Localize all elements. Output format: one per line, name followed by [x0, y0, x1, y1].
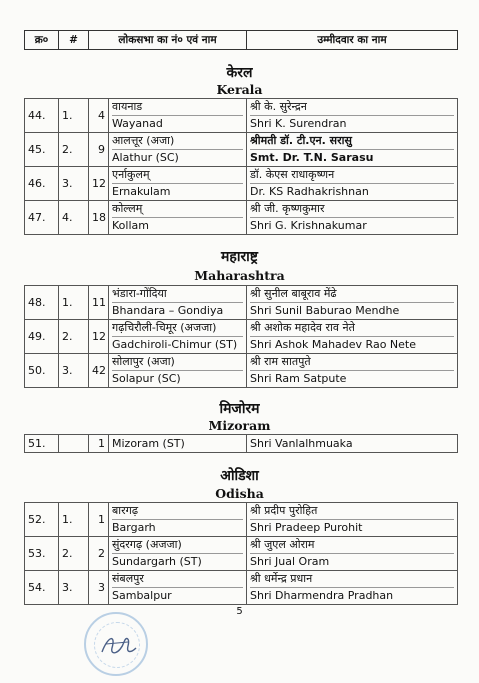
odisha-table	[24, 502, 458, 605]
serial-cell: 53.	[25, 537, 59, 571]
serial-cell: 51.	[25, 435, 59, 453]
english-text: Solapur (SC)	[112, 372, 181, 385]
english-text: Shri Ashok Mahadev Rao Nete	[250, 338, 416, 351]
state-title-english: Maharashtra	[194, 268, 285, 283]
table-row	[25, 537, 458, 571]
header-candidate: उम्मीदवार का नाम	[317, 34, 387, 46]
constituency-number-cell: 1	[89, 503, 109, 537]
english-text: Dr. KS Radhakrishnan	[250, 185, 369, 198]
constituency-number-cell: 18	[89, 201, 109, 235]
hindi-text: एर्नाकुलम्	[112, 167, 243, 184]
state-serial-cell: 3.	[59, 167, 89, 201]
constituency-name-cell	[109, 201, 247, 235]
page-number: 5	[236, 606, 243, 617]
english-text: Alathur (SC)	[112, 151, 179, 164]
serial-cell: 47.	[25, 201, 59, 235]
constituency-number-cell: 3	[89, 571, 109, 605]
table-header	[24, 30, 458, 50]
state-title-hindi: महाराष्ट्र	[221, 249, 258, 265]
header-serial: क्र०	[25, 31, 59, 49]
english-text: Shri Pradeep Purohit	[250, 521, 363, 534]
hindi-text: भंडारा-गोंदिया	[112, 286, 243, 303]
hindi-text: श्री जुएल ओराम	[250, 537, 454, 554]
header-constituency: लोकसभा का नं० एवं नाम	[89, 31, 247, 49]
constituency-number-cell: 12	[89, 320, 109, 354]
serial-cell: 54.	[25, 571, 59, 605]
state-title-english: Kerala	[216, 82, 263, 97]
hindi-text: श्रीमती डॉ. टी.एन. सरासु	[250, 133, 454, 150]
english-text: Kollam	[112, 219, 149, 232]
serial-cell: 49.	[25, 320, 59, 354]
candidate-name-cell	[247, 537, 458, 571]
hindi-text: श्री सुनील बाबूराव मेंढे	[250, 286, 454, 303]
hindi-text: श्री अशोक महादेव राव नेते	[250, 320, 454, 337]
table-row	[25, 320, 458, 354]
candidate-name-cell	[247, 571, 458, 605]
state-title-hindi: ओडिशा	[220, 468, 259, 484]
candidate-name-cell: Shri Vanlalhmuaka	[247, 435, 458, 453]
hindi-text: श्री राम सातपुते	[250, 354, 454, 371]
table-row	[25, 133, 458, 167]
english-text: Sambalpur	[112, 589, 172, 602]
serial-cell: 48.	[25, 286, 59, 320]
candidate-name-cell	[247, 286, 458, 320]
constituency-name-cell	[109, 537, 247, 571]
mizoram-table	[24, 434, 458, 453]
english-text: Shri K. Surendran	[250, 117, 347, 130]
state-serial-cell: 3.	[59, 571, 89, 605]
constituency-number-cell: 12	[89, 167, 109, 201]
state-title-hindi: मिजोरम	[219, 401, 260, 417]
english-text: Gadchiroli-Chimur (ST)	[112, 338, 238, 351]
handwritten-signature	[98, 628, 138, 662]
hindi-text: बारगढ़	[112, 503, 243, 520]
constituency-number-cell: 1	[89, 435, 109, 453]
hindi-text: श्री धर्मेन्द्र प्रधान	[250, 571, 454, 588]
hindi-text: वायनाड	[112, 99, 243, 116]
constituency-name-cell	[109, 354, 247, 388]
state-serial-cell: 3.	[59, 354, 89, 388]
candidate-name-cell	[247, 133, 458, 167]
state-title-english: Mizoram	[208, 418, 271, 433]
hindi-text: श्री जी. कृष्णकुमार	[250, 201, 454, 218]
state-serial-cell: 1.	[59, 99, 89, 133]
constituency-number-cell: 11	[89, 286, 109, 320]
serial-cell: 52.	[25, 503, 59, 537]
english-text: Shri Jual Oram	[250, 555, 330, 568]
maharashtra-table	[24, 285, 458, 388]
constituency-name-cell	[109, 503, 247, 537]
state-serial-cell	[59, 435, 89, 453]
table-row	[25, 167, 458, 201]
constituency-number-cell: 42	[89, 354, 109, 388]
state-serial-cell: 1.	[59, 503, 89, 537]
kerala-table	[24, 98, 458, 235]
state-serial-cell: 2.	[59, 320, 89, 354]
constituency-name-cell	[109, 167, 247, 201]
english-text: Sundargarh (ST)	[112, 555, 202, 568]
english-text: Shri Dharmendra Pradhan	[250, 589, 394, 602]
english-text: Ernakulam	[112, 185, 171, 198]
state-serial-cell: 1.	[59, 286, 89, 320]
table-row	[25, 354, 458, 388]
header-hash: #	[59, 31, 89, 49]
constituency-number-cell: 9	[89, 133, 109, 167]
candidate-name-cell	[247, 320, 458, 354]
constituency-name-cell	[109, 571, 247, 605]
table-row	[25, 99, 458, 133]
english-text: Wayanad	[112, 117, 163, 130]
english-text: Bhandara – Gondiya	[112, 304, 224, 317]
constituency-number-cell: 2	[89, 537, 109, 571]
hindi-text: कोल्लम्	[112, 201, 243, 218]
hindi-text: आलत्तूर (अजा)	[112, 133, 243, 150]
constituency-name-cell	[109, 99, 247, 133]
state-serial-cell: 2.	[59, 133, 89, 167]
candidate-name-cell	[247, 99, 458, 133]
hindi-text: डॉ. केएस राधाकृष्णन	[250, 167, 454, 184]
constituency-name-cell	[109, 286, 247, 320]
hindi-text: गढ़चिरौली-चिमूर (अजजा)	[112, 320, 243, 337]
candidate-name-cell	[247, 354, 458, 388]
hindi-text: संबलपुर	[112, 571, 243, 588]
constituency-name-cell	[109, 320, 247, 354]
state-serial-cell: 2.	[59, 537, 89, 571]
table-row	[25, 201, 458, 235]
hindi-text: श्री प्रदीप पुरोहित	[250, 503, 454, 520]
table-row	[25, 435, 458, 453]
english-text: Smt. Dr. T.N. Sarasu	[250, 151, 374, 164]
english-text: Shri Ram Satpute	[250, 372, 347, 385]
state-title-english: Odisha	[215, 486, 264, 501]
table-row	[25, 503, 458, 537]
state-serial-cell: 4.	[59, 201, 89, 235]
hindi-text: सुंदरगढ़ (अजजा)	[112, 537, 243, 554]
candidate-name-cell	[247, 167, 458, 201]
candidate-name-cell	[247, 201, 458, 235]
serial-cell: 50.	[25, 354, 59, 388]
serial-cell: 44.	[25, 99, 59, 133]
hindi-text: सोलापुर (अजा)	[112, 354, 243, 371]
hindi-text: श्री के. सुरेन्द्रन	[250, 99, 454, 116]
table-row	[25, 286, 458, 320]
english-text: Shri G. Krishnakumar	[250, 219, 367, 232]
constituency-name-cell: Mizoram (ST)	[109, 435, 247, 453]
state-title-hindi: केरल	[226, 65, 253, 81]
english-text: Bargarh	[112, 521, 156, 534]
serial-cell: 46.	[25, 167, 59, 201]
candidate-name-cell	[247, 503, 458, 537]
constituency-number-cell: 4	[89, 99, 109, 133]
table-row	[25, 571, 458, 605]
constituency-name-cell	[109, 133, 247, 167]
serial-cell: 45.	[25, 133, 59, 167]
english-text: Shri Sunil Baburao Mendhe	[250, 304, 400, 317]
